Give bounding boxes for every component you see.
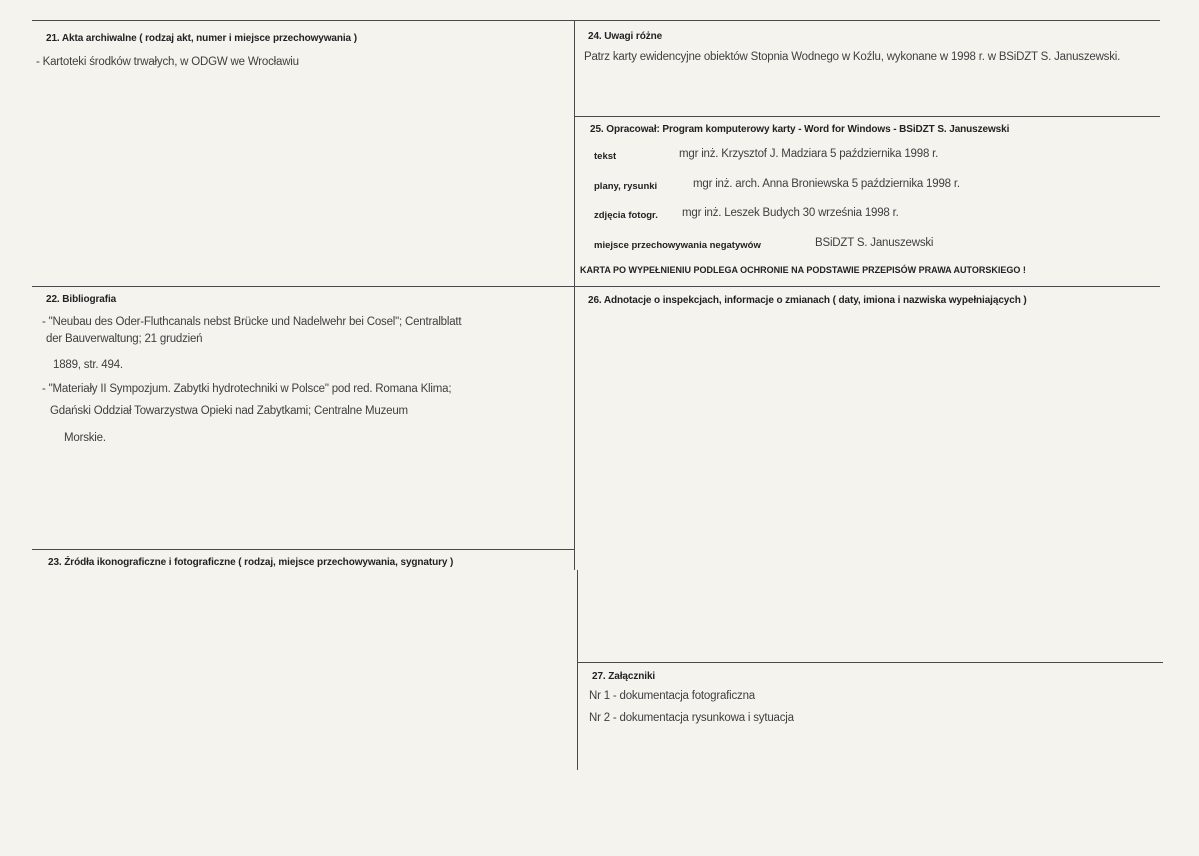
negatives-location-value: BSiDZT S. Januszewski: [815, 237, 934, 249]
rule-26-27: [577, 662, 1163, 663]
rule-24-25: [574, 116, 1160, 117]
bibliography-item-2-line-1: - "Materiały II Sympozjum. Zabytki hydrotechniki w Polsce" pod red. Romana Klima;: [42, 383, 452, 395]
section-22-heading: 22. Bibliografia: [46, 294, 117, 305]
section-23-heading: 23. Źródła ikonograficzne i fotograficzne ( rodzaj, miejsce przechowywania, sygnatury ): [48, 557, 454, 568]
rule-25-26: [574, 286, 1160, 287]
text-author-value: mgr inż. Krzysztof J. Madziara 5 października 1998 r.: [679, 148, 939, 160]
bibliography-item-2-line-3: Morskie.: [64, 432, 106, 444]
bibliography-item-1-line-2: der Bauverwaltung; 21 grudzień: [46, 333, 203, 345]
section-21-heading: 21. Akta archiwalne ( rodzaj akt, numer i miejsce przechowywania ): [46, 33, 357, 44]
attachment-item-1: Nr 1 - dokumentacja fotograficzna: [589, 690, 755, 702]
section-25-heading: 25. Opracował: Program komputerowy karty - Word for Windows - BSiDZT S. Januszewski: [590, 124, 1010, 135]
attachment-item-2: Nr 2 - dokumentacja rysunkowa i sytuacja: [589, 712, 794, 724]
bibliography-item-1-line-3: 1889, str. 494.: [53, 359, 123, 371]
center-divider-lower: [577, 570, 578, 770]
text-author-label: tekst: [594, 151, 617, 162]
negatives-location-label: miejsce przechowywania negatywów: [594, 240, 761, 251]
section-24-text: Patrz karty ewidencyjne obiektów Stopnia Wodnego w Koźlu, wykonane w 1998 r. w BSiDZT S. Januszewski.: [584, 51, 1121, 63]
section-27-heading: 27. Załączniki: [592, 671, 656, 682]
bibliography-item-2-line-2: Gdański Oddział Towarzystwa Opieki nad Zabytkami; Centralne Muzeum: [50, 405, 408, 417]
photos-author-label: zdjęcia fotogr.: [594, 210, 658, 221]
drawings-author-label: plany, rysunki: [594, 181, 658, 192]
rule-22-23: [32, 549, 574, 550]
bibliography-item-1-line-1: - "Neubau des Oder-Fluthcanals nebst Brücke und Nadelwehr bei Cosel"; Centralblatt: [42, 316, 462, 328]
section-26-heading: 26. Adnotacje o inspekcjach, informacje o zmianach ( daty, imiona i nazwiska wypełniających ): [588, 295, 1027, 306]
section-24-heading: 24. Uwagi różne: [588, 31, 663, 42]
rule-21-22: [32, 286, 574, 287]
copyright-notice: KARTA PO WYPEŁNIENIU PODLEGA OCHRONIE NA PODSTAWIE PRZEPISÓW PRAWA AUTORSKIEGO !: [580, 265, 1026, 275]
photos-author-value: mgr inż. Leszek Budych 30 września 1998 r.: [682, 207, 899, 219]
section-21-line: - Kartoteki środków trwałych, w ODGW we Wrocławiu: [36, 56, 299, 68]
drawings-author-value: mgr inż. arch. Anna Broniewska 5 października 1998 r.: [693, 178, 960, 190]
top-rule: [32, 20, 1160, 21]
center-divider: [574, 20, 575, 570]
